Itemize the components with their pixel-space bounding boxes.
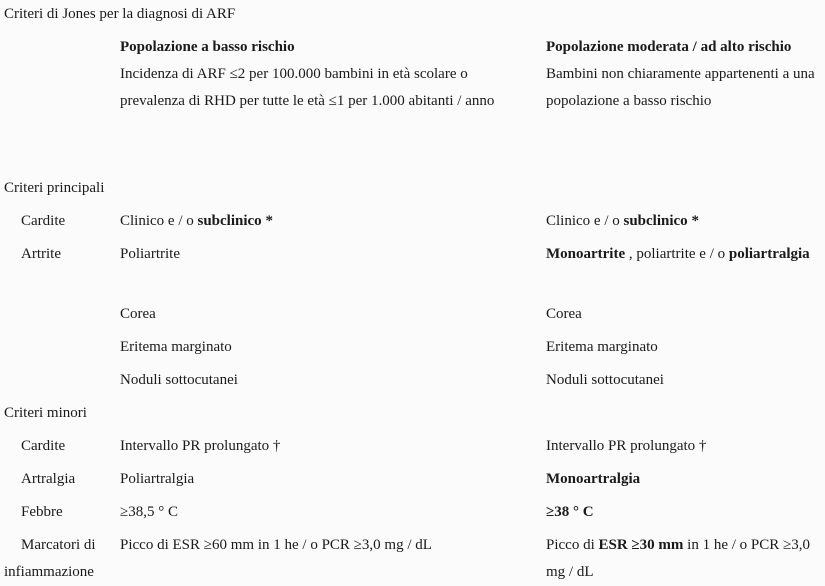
minor-fever-high [546,499,816,526]
text-segment: Clinico e / o [120,213,198,229]
major-nodules-low: Noduli sottocutanei [120,372,238,388]
minor-inflammation-label: Marcatori di [21,537,96,553]
major-arthritis-high [546,241,816,268]
minor-carditis-label: Cardite [21,438,66,454]
text-segment-bold: poliartralgia [728,246,810,262]
text-segment-bold: subclinico [197,213,262,229]
major-criteria-label: Criteri principali [4,180,105,196]
minor-criteria-label: Criteri minori [4,405,87,421]
text-segment-bold: Monoartralgia [546,471,641,487]
high-risk-heading: Popolazione moderata / ad alto rischio [546,39,792,55]
text-segment-bold: ≥38 ° C [546,504,594,520]
minor-inflammation-label-2: infiammazione [4,564,94,580]
major-arthritis-low: Poliartrite [120,246,180,262]
text-segment: Picco di [546,537,599,553]
minor-arthralgia-low: Poliartralgia [120,471,195,487]
text-segment: Clinico e / o [546,213,624,229]
text-segment: , poliartrite e / o [625,246,729,262]
major-carditis-label: Cardite [21,213,66,229]
low-risk-description: Incidenza di ARF ≤2 per 100.000 bambini in età scolare o prevalenza di RHD per tutte le età ≤1 per 1.000 abitanti / anno [120,66,495,109]
high-risk-description: Bambini non chiaramente appartenenti a una popolazione a basso rischio [546,66,815,109]
text-segment: in 1 he / o PCR ≥3,0 mg / dL [546,537,810,580]
text-segment-bold: Monoartrite [546,246,626,262]
major-carditis-low [120,208,530,235]
minor-arthralgia-label: Artralgia [21,471,76,487]
major-carditis-high [546,208,816,235]
minor-arthralgia-high [546,466,816,493]
low-risk-column [120,34,530,115]
minor-inflammation-high [546,532,816,586]
high-risk-column [546,34,816,115]
minor-carditis-high: Intervallo PR prolungato † [546,438,707,454]
major-nodules-high: Noduli sottocutanei [546,372,664,388]
text-segment-bold: ESR ≥30 mm [598,537,684,553]
major-erythema-high: Eritema marginato [546,339,658,355]
major-erythema-low: Eritema marginato [120,339,232,355]
minor-fever-low: ≥38,5 ° C [120,504,178,520]
text-segment-bold: * [687,213,699,229]
table-title: Criteri di Jones per la diagnosi di ARF [4,6,236,22]
major-chorea-high: Corea [546,306,582,322]
major-chorea-low: Corea [120,306,156,322]
minor-carditis-low: Intervallo PR prolungato † [120,438,281,454]
low-risk-heading: Popolazione a basso rischio [120,39,295,55]
text-segment-bold: * [261,213,273,229]
major-arthritis-label: Artrite [21,246,61,262]
text-segment-bold: subclinico [623,213,688,229]
minor-fever-label: Febbre [21,504,63,520]
minor-inflammation-low: Picco di ESR ≥60 mm in 1 he / o PCR ≥3,0 mg / dL [120,537,432,553]
